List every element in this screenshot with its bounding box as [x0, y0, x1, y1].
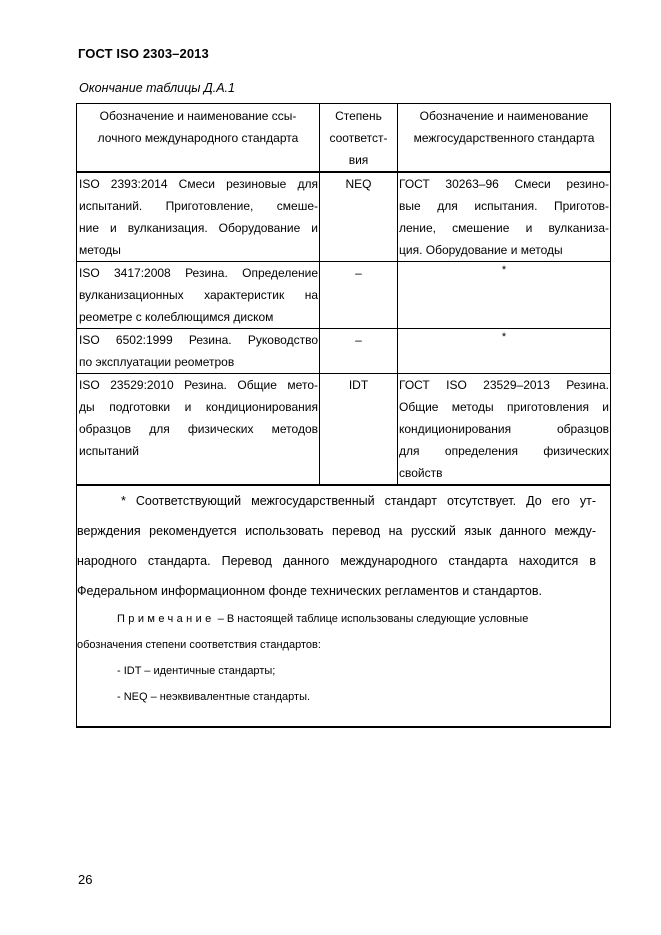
header-line: межгосударственного стандарта: [413, 131, 595, 145]
cell-line: свойств: [399, 466, 443, 480]
cell-line: кондиционирования образцов: [399, 422, 609, 436]
cell-line: ISO 6502:1999 Резина. Руководство: [79, 333, 318, 347]
note-line: [77, 606, 610, 632]
cell-line: испытаний: [79, 444, 139, 458]
cell-line: ISO 3417:2008 Резина. Определение: [79, 266, 318, 280]
header-interstate-standard: [398, 104, 611, 173]
interstate-standard-cell: [398, 374, 611, 486]
footnote-line: народного стандарта. Перевод данного международного стандарта находится в: [77, 554, 596, 568]
cell-line: ISO 23529:2010 Резина. Общие мето-: [79, 378, 318, 392]
header-line: соответст-: [329, 131, 388, 145]
cell-line: ды подготовки и кондиционирования: [79, 400, 318, 414]
footnote-line: верждения рекомендуется использовать перевод на русский язык данного между-: [77, 524, 596, 538]
table-row: [77, 374, 611, 486]
cell-line: ГОСТ ISO 23529–2013 Резина.: [399, 378, 609, 392]
note-text: – В настоящей таблице использованы следующие условные: [214, 613, 529, 625]
reference-standard-cell: [77, 329, 320, 374]
header-line: Обозначение и наименование ссы-: [99, 109, 297, 123]
note-item: - NEQ – неэквивалентные стандарты.: [117, 691, 311, 703]
interstate-standard-cell: [398, 172, 611, 262]
reference-standard-cell: [77, 172, 320, 262]
footnote-line: * Соответствующий межгосударственный стандарт отсутствует. До его ут-: [121, 494, 596, 508]
footnote-row: [77, 485, 611, 727]
cell-line: ция. Оборудование и методы: [399, 243, 563, 257]
reference-standard-cell: [77, 374, 320, 486]
header-line: лочного международного стандарта: [97, 131, 299, 145]
cell-line: ГОСТ 30263–96 Смеси резино-: [399, 177, 609, 191]
cell-line: испытаний. Приготовление, смеше-: [79, 199, 318, 213]
cell-line: ISO 2393:2014 Смеси резиновые для: [79, 177, 318, 191]
header-line: Степень: [335, 109, 382, 123]
header-reference-standard: [77, 104, 320, 173]
note-label: Примечание: [117, 613, 215, 625]
standards-table: [76, 103, 611, 728]
page-number: 26: [78, 872, 93, 887]
cell-line: методы: [79, 243, 121, 257]
degree-cell: –: [320, 329, 398, 374]
degree-cell: IDT: [320, 374, 398, 486]
cell-line: образцов для физических методов: [79, 422, 318, 436]
table-caption: Окончание таблицы Д.А.1: [79, 81, 235, 95]
footnote-cell: [77, 485, 611, 727]
interstate-standard-cell: *: [398, 329, 611, 374]
cell-line: для определения физических: [399, 444, 609, 458]
reference-standard-cell: [77, 262, 320, 329]
degree-cell: NEQ: [320, 172, 398, 262]
document-header: ГОСТ ISO 2303–2013: [78, 46, 209, 61]
cell-line: вые для испытания. Приготов-: [399, 199, 609, 213]
table-header-row: [77, 104, 611, 173]
cell-line: по эксплуатации реометров: [79, 355, 235, 369]
note-line: обозначения степени соответствия стандартов:: [77, 639, 321, 651]
cell-line: ние и вулканизация. Оборудование и: [79, 221, 318, 235]
cell-line: реометре с колеблющимся диском: [79, 310, 274, 324]
interstate-standard-cell: *: [398, 262, 611, 329]
cell-line: Общие методы приготовления и: [399, 400, 609, 414]
table-row: [77, 172, 611, 262]
header-line: вия: [348, 153, 369, 167]
footnote-line: Федеральном информационном фонде технических регламентов и стандартов.: [77, 584, 542, 598]
table-row: [77, 329, 611, 374]
header-line: Обозначение и наименование: [419, 109, 589, 123]
degree-cell: –: [320, 262, 398, 329]
note-item: - IDT – идентичные стандарты;: [117, 665, 276, 677]
cell-line: ление, смешение и вулканиза-: [399, 221, 609, 235]
cell-line: вулканизационных характеристик на: [79, 288, 318, 302]
header-degree: [320, 104, 398, 173]
table-row: [77, 262, 611, 329]
